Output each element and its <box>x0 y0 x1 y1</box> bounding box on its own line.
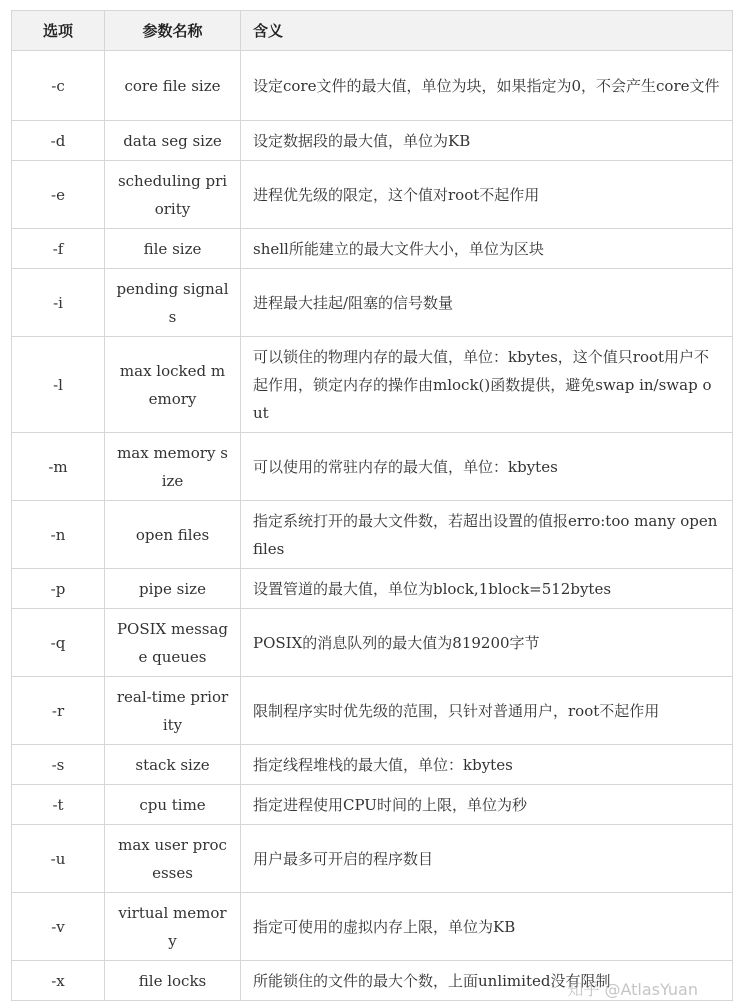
param-name-cell: POSIX message queues <box>105 609 241 677</box>
option-cell: -u <box>12 825 105 893</box>
option-cell: -x <box>12 961 105 1001</box>
table-header-row <box>12 11 733 51</box>
meaning-cell: 所能锁住的文件的最大个数，上面unlimited没有限制 <box>241 961 733 1001</box>
table-row <box>12 433 733 501</box>
ulimit-options-table <box>11 10 733 1001</box>
meaning-cell: 可以使用的常驻内存的最大值，单位：kbytes <box>241 433 733 501</box>
option-cell: -n <box>12 501 105 569</box>
table-row <box>12 229 733 269</box>
table-row <box>12 745 733 785</box>
param-name-cell: stack size <box>105 745 241 785</box>
option-cell: -q <box>12 609 105 677</box>
table-row <box>12 785 733 825</box>
param-name-cell: max user processes <box>105 825 241 893</box>
header-option: 选项 <box>12 11 105 51</box>
option-cell: -f <box>12 229 105 269</box>
meaning-cell: 进程最大挂起/阻塞的信号数量 <box>241 269 733 337</box>
meaning-cell: 设定数据段的最大值，单位为KB <box>241 121 733 161</box>
param-name-cell: core file size <box>105 51 241 121</box>
table-row <box>12 961 733 1001</box>
table-row <box>12 569 733 609</box>
param-name-cell: data seg size <box>105 121 241 161</box>
meaning-cell: 限制程序实时优先级的范围，只针对普通用户，root不起作用 <box>241 677 733 745</box>
meaning-cell: 指定线程堆栈的最大值，单位：kbytes <box>241 745 733 785</box>
table-row <box>12 893 733 961</box>
meaning-cell: 设定core文件的最大值，单位为块，如果指定为0，不会产生core文件 <box>241 51 733 121</box>
param-name-cell: file size <box>105 229 241 269</box>
param-name-cell: pending signals <box>105 269 241 337</box>
option-cell: -p <box>12 569 105 609</box>
param-name-cell: cpu time <box>105 785 241 825</box>
table-row <box>12 825 733 893</box>
param-name-cell: virtual memory <box>105 893 241 961</box>
meaning-cell: shell所能建立的最大文件大小，单位为区块 <box>241 229 733 269</box>
meaning-cell: 进程优先级的限定，这个值对root不起作用 <box>241 161 733 229</box>
header-param-name: 参数名称 <box>105 11 241 51</box>
meaning-cell: 可以锁住的物理内存的最大值，单位：kbytes，这个值只root用户不起作用，锁定内存的操作由mlock()函数提供，避免swap in/swap out <box>241 337 733 433</box>
option-cell: -s <box>12 745 105 785</box>
table-row <box>12 269 733 337</box>
zhihu-watermark: 知乎 @AtlasYuan <box>567 980 698 999</box>
meaning-cell: 指定系统打开的最大文件数，若超出设置的值报erro:too many open files <box>241 501 733 569</box>
option-cell: -c <box>12 51 105 121</box>
param-name-cell: file locks <box>105 961 241 1001</box>
option-cell: -e <box>12 161 105 229</box>
table-row <box>12 51 733 121</box>
table-row <box>12 501 733 569</box>
table-row <box>12 337 733 433</box>
param-name-cell: open files <box>105 501 241 569</box>
meaning-cell: 指定可使用的虚拟内存上限，单位为KB <box>241 893 733 961</box>
option-cell: -t <box>12 785 105 825</box>
table-row <box>12 677 733 745</box>
header-meaning: 含义 <box>241 11 733 51</box>
option-cell: -m <box>12 433 105 501</box>
meaning-cell: 用户最多可开启的程序数目 <box>241 825 733 893</box>
param-name-cell: max memory size <box>105 433 241 501</box>
meaning-cell: 设置管道的最大值，单位为block,1block=512bytes <box>241 569 733 609</box>
param-name-cell: pipe size <box>105 569 241 609</box>
option-cell: -d <box>12 121 105 161</box>
param-name-cell: max locked memory <box>105 337 241 433</box>
table-row <box>12 609 733 677</box>
option-cell: -r <box>12 677 105 745</box>
option-cell: -l <box>12 337 105 433</box>
param-name-cell: scheduling priority <box>105 161 241 229</box>
meaning-cell: 指定进程使用CPU时间的上限，单位为秒 <box>241 785 733 825</box>
table-row <box>12 121 733 161</box>
param-name-cell: real-time priority <box>105 677 241 745</box>
meaning-cell: POSIX的消息队列的最大值为819200字节 <box>241 609 733 677</box>
table-row <box>12 161 733 229</box>
option-cell: -i <box>12 269 105 337</box>
option-cell: -v <box>12 893 105 961</box>
